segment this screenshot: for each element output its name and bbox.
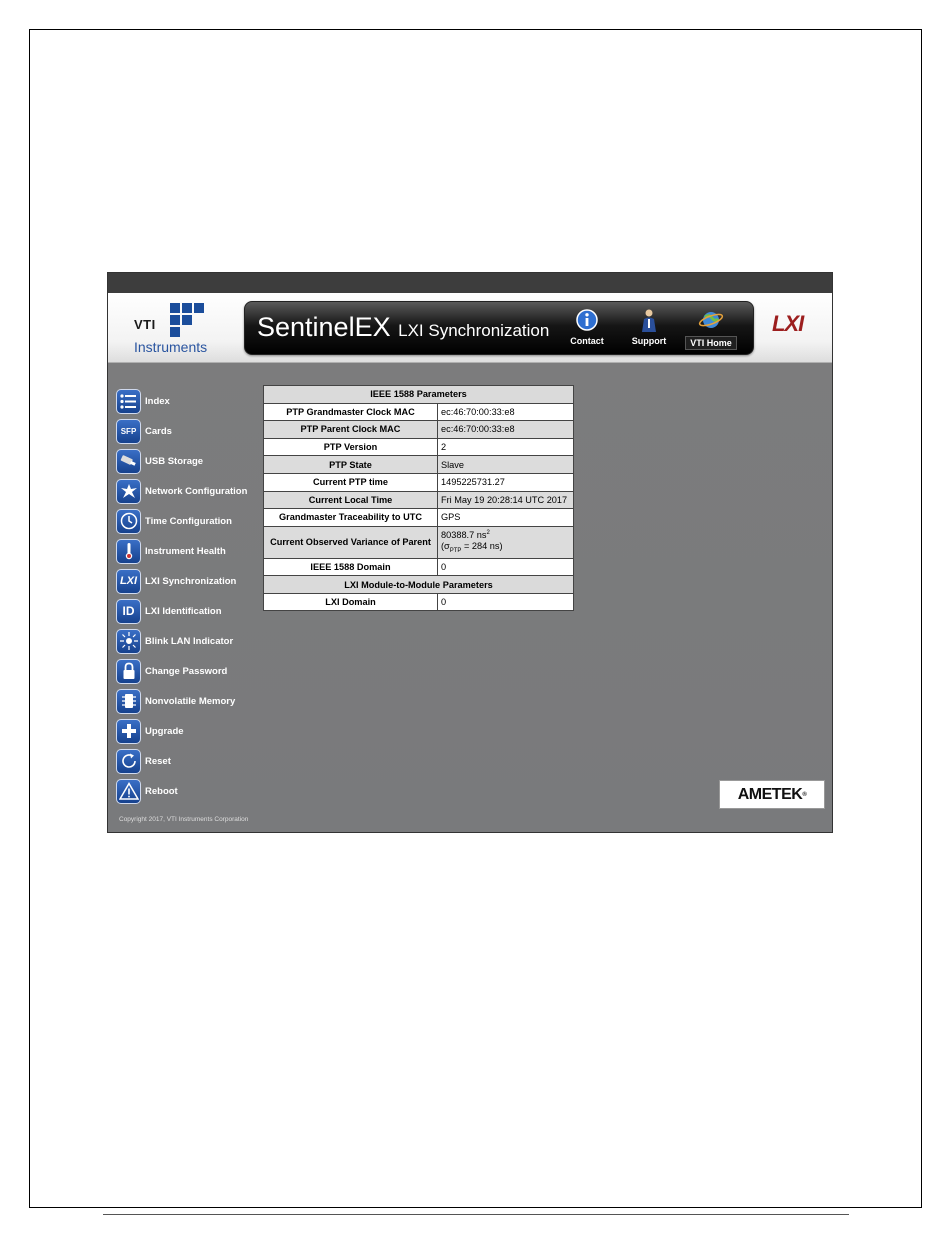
variance-value: 80388.7 ns <box>441 529 487 540</box>
param-value: Fri May 19 20:28:14 UTC 2017 <box>438 491 574 509</box>
sidebar-item-label: Index <box>145 395 170 407</box>
list-icon <box>116 389 141 414</box>
sidebar-item-network-configuration[interactable] <box>116 476 266 506</box>
globe-icon <box>698 308 724 332</box>
sidebar-item-label: Reboot <box>145 785 178 797</box>
param-key: PTP Grandmaster Clock MAC <box>264 403 438 421</box>
sidebar-item-label: Time Configuration <box>145 515 232 527</box>
sidebar-item-lxi-synchronization[interactable] <box>116 566 266 596</box>
sidebar-item-reset[interactable] <box>116 746 266 776</box>
instruments-logo-text: Instruments <box>134 339 208 355</box>
sidebar-item-label: LXI Synchronization <box>145 575 237 587</box>
lock-icon <box>116 659 141 684</box>
sidebar-item-label: Network Configuration <box>145 485 248 497</box>
sigma-value: = 284 ns) <box>461 540 503 551</box>
logo-square-icon <box>170 327 180 337</box>
sidebar-item-label: Nonvolatile Memory <box>145 695 236 707</box>
vti-home-label: VTI Home <box>685 336 737 350</box>
param-value: GPS <box>438 509 574 527</box>
table-row <box>264 456 574 474</box>
contact-label: Contact <box>570 336 604 346</box>
logo-square-icon <box>182 303 192 313</box>
section-title: IEEE 1588 Parameters <box>264 386 574 404</box>
vti-logo-text: VTI <box>134 317 156 332</box>
table-section-header <box>264 386 574 404</box>
sidebar-item-blink-lan-indicator[interactable] <box>116 626 266 656</box>
table-row <box>264 593 574 611</box>
param-value <box>438 526 574 558</box>
blink-icon <box>116 629 141 654</box>
top-strip <box>108 273 832 293</box>
sidebar-item-reboot[interactable] <box>116 776 266 806</box>
param-value: Slave <box>438 456 574 474</box>
logo-square-icon <box>170 303 180 313</box>
sidebar-item-time-configuration[interactable] <box>116 506 266 536</box>
sidebar-item-label: Blink LAN Indicator <box>145 635 234 647</box>
param-value: 0 <box>438 593 574 611</box>
ieee-1588-parameters-table <box>263 385 574 611</box>
vti-home-link[interactable] <box>681 308 741 352</box>
copyright-text: Copyright 2017, VTI Instruments Corporation <box>119 816 249 823</box>
sfp-icon: SFP <box>116 419 141 444</box>
header-banner <box>244 301 754 355</box>
table-row <box>264 473 574 491</box>
sidebar-item-label: Change Password <box>145 665 228 677</box>
clock-icon <box>116 509 141 534</box>
footer-rule <box>103 1214 849 1215</box>
param-key: LXI Domain <box>264 593 438 611</box>
support-person-icon <box>637 308 661 332</box>
param-value: 0 <box>438 558 574 576</box>
sidebar-item-cards[interactable] <box>116 416 266 446</box>
sidebar-item-label: LXI Identification <box>145 605 222 617</box>
sidebar-item-label: Instrument Health <box>145 545 226 557</box>
param-key: PTP Parent Clock MAC <box>264 421 438 439</box>
usb-icon <box>116 449 141 474</box>
variance-superscript: 2 <box>486 529 490 536</box>
logo-square-icon <box>182 315 192 325</box>
sidebar-item-upgrade[interactable] <box>116 716 266 746</box>
param-key: Grandmaster Traceability to UTC <box>264 509 438 527</box>
param-key: IEEE 1588 Domain <box>264 558 438 576</box>
memory-icon <box>116 689 141 714</box>
param-key: PTP State <box>264 456 438 474</box>
table-section-header <box>264 576 574 594</box>
section-title: LXI Module-to-Module Parameters <box>264 576 574 594</box>
sidebar-item-label: Reset <box>145 755 171 767</box>
table-row <box>264 526 574 558</box>
logo-square-icon <box>170 315 180 325</box>
param-key: Current Local Time <box>264 491 438 509</box>
network-icon <box>116 479 141 504</box>
id-icon: ID <box>116 599 141 624</box>
sidebar-item-lxi-identification[interactable] <box>116 596 266 626</box>
table-row <box>264 558 574 576</box>
sigma-subscript: PTP <box>449 547 462 554</box>
sigma-label: (σ <box>441 540 450 551</box>
logo-square-icon <box>194 303 204 313</box>
warning-icon <box>116 779 141 804</box>
table-row <box>264 421 574 439</box>
vti-logo[interactable] <box>134 303 214 357</box>
table-row <box>264 491 574 509</box>
plus-icon <box>116 719 141 744</box>
sidebar-item-label: Cards <box>145 425 172 437</box>
page-title <box>257 312 549 343</box>
sidebar-item-index[interactable] <box>116 386 266 416</box>
support-link[interactable] <box>619 308 679 352</box>
param-value: ec:46:70:00:33:e8 <box>438 403 574 421</box>
table-row <box>264 403 574 421</box>
registered-mark: ® <box>802 791 807 798</box>
contact-link[interactable] <box>557 308 617 352</box>
sidebar-item-label: USB Storage <box>145 455 204 467</box>
product-name: SentinelEX <box>257 312 391 342</box>
sidebar-item-usb-storage[interactable] <box>116 446 266 476</box>
thermometer-icon <box>116 539 141 564</box>
table-row <box>264 438 574 456</box>
reset-icon <box>116 749 141 774</box>
sidebar-item-label: Upgrade <box>145 725 184 737</box>
param-key: Current PTP time <box>264 473 438 491</box>
param-key: Current Observed Variance of Parent <box>264 526 438 558</box>
sidebar-item-instrument-health[interactable] <box>116 536 266 566</box>
param-value: 2 <box>438 438 574 456</box>
ametek-logo[interactable] <box>719 780 825 809</box>
sidebar-item-nonvolatile-memory[interactable] <box>116 686 266 716</box>
sidebar <box>116 386 266 806</box>
param-value: 1495225731.27 <box>438 473 574 491</box>
sidebar-item-change-password[interactable] <box>116 656 266 686</box>
browser-screenshot <box>107 272 833 833</box>
info-icon <box>575 308 599 332</box>
page-subtitle: LXI Synchronization <box>398 321 550 340</box>
table-row <box>264 509 574 527</box>
support-label: Support <box>631 336 667 346</box>
param-value: ec:46:70:00:33:e8 <box>438 421 574 439</box>
param-key: PTP Version <box>264 438 438 456</box>
ametek-logo-text: AMETEK <box>737 785 803 803</box>
lxi-icon: LXI <box>116 569 141 594</box>
lxi-logo: LXI <box>772 311 804 336</box>
